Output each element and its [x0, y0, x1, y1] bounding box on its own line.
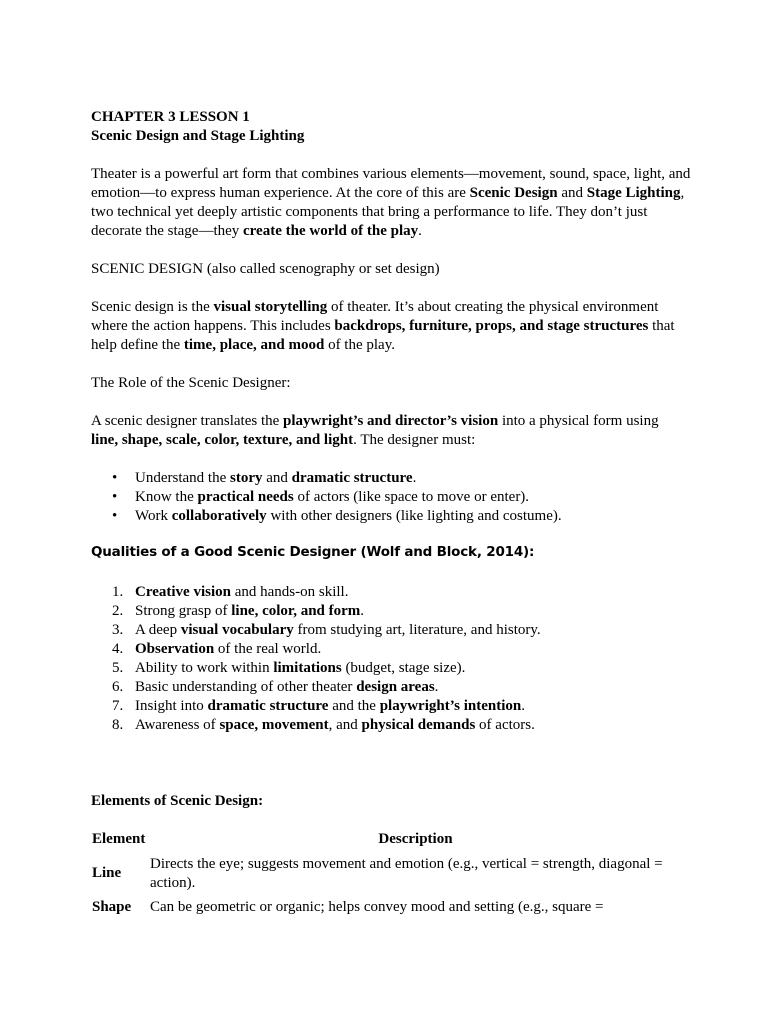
list-item: 2. Strong grasp of line, color, and form. — [112, 603, 365, 619]
scenic-design-paragraph: Scenic design is the visual storytelling of theater. It’s about creating the physical environment where the action happens. This includes backdrops, furniture, props, and stage structures that help define the time, place, and mood of the play. — [91, 299, 675, 353]
description-cell: Can be geometric or organic; helps convey mood and setting (e.g., square = — [150, 898, 604, 915]
lesson-title: Scenic Design and Stage Lighting — [91, 128, 305, 144]
document-page — [91, 108, 691, 919]
list-item: • Understand the story and dramatic structure. — [91, 469, 691, 488]
list-item: 7. Insight into dramatic structure and the playwright’s intention. — [112, 698, 525, 714]
intro-paragraph: Theater is a powerful art form that combines various elements—movement, sound, space, light, and emotion—to express human experience. At the core of this are Scenic Design and Stage Lighting, two technical yet deeply artistic components that bring a performance to life. They don’t just decorate the stage—they create the world of the play. — [91, 166, 691, 239]
list-item: 3. A deep visual vocabulary from studying art, literature, and history. — [112, 622, 541, 638]
column-header-description: Description — [378, 831, 453, 847]
table-row — [91, 852, 681, 895]
list-item: • Know the practical needs of actors (like space to move or enter). — [91, 488, 691, 507]
elements-heading: Elements of Scenic Design: — [91, 793, 264, 809]
description-cell: Directs the eye; suggests movement and emotion (e.g., vertical = strength, diagonal = action). — [150, 855, 663, 891]
list-item: 5. Ability to work within limitations (budget, stage size). — [112, 660, 466, 676]
elements-table — [91, 830, 681, 919]
chapter-title: CHAPTER 3 LESSON 1 — [91, 109, 250, 125]
table-row — [91, 895, 681, 919]
list-item: 1. Creative vision and hands-on skill. — [112, 584, 349, 600]
role-paragraph: A scenic designer translates the playwright’s and director’s vision into a physical form using line, shape, scale, color, texture, and light. The designer must: — [91, 413, 659, 448]
list-item: 4. Observation of the real world. — [112, 641, 322, 657]
list-item: • Work collaboratively with other designers (like lighting and costume). — [91, 507, 691, 526]
list-item: 8. Awareness of space, movement, and physical demands of actors. — [112, 717, 535, 733]
qualities-heading: Qualities of a Good Scenic Designer (Wolf and Block, 2014): — [91, 544, 535, 560]
scenic-design-heading: SCENIC DESIGN (also called scenography or set design) — [91, 261, 440, 277]
column-header-element: Element — [92, 831, 146, 847]
element-cell: Line — [92, 865, 122, 881]
element-cell: Shape — [92, 898, 132, 915]
table-header-row — [91, 830, 681, 852]
qualities-list — [91, 583, 691, 735]
role-heading: The Role of the Scenic Designer: — [91, 375, 291, 391]
designer-tasks-list — [91, 469, 691, 526]
list-item: 6. Basic understanding of other theater design areas. — [112, 679, 439, 695]
